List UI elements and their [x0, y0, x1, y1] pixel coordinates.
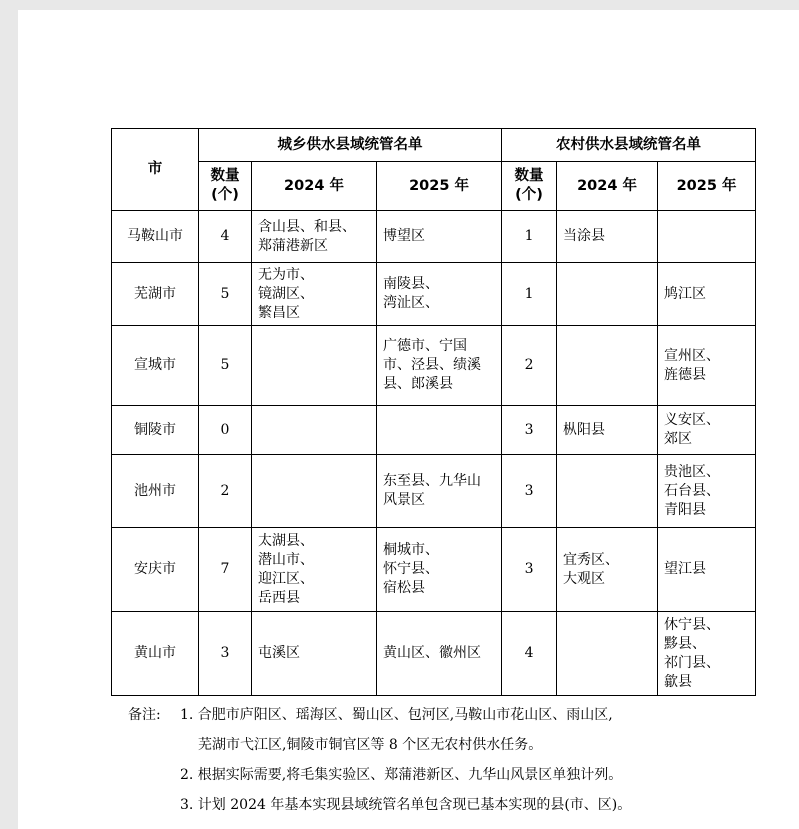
- header-city: 市: [112, 129, 199, 211]
- cell-r-count: 4: [502, 612, 557, 696]
- cell-r-count: 2: [502, 326, 557, 406]
- cell-ur-2024: [252, 326, 377, 406]
- cell-ur-count: 0: [199, 406, 252, 455]
- cell-r-2024: [557, 326, 658, 406]
- cell-city: 马鞍山市: [112, 211, 199, 263]
- cell-ur-2024: 屯溪区: [252, 612, 377, 696]
- header-urban-rural-group: 城乡供水县域统管名单: [199, 129, 502, 162]
- cell-ur-count: 5: [199, 263, 252, 326]
- cell-r-count: 3: [502, 406, 557, 455]
- cell-ur-count: 2: [199, 455, 252, 528]
- document-page: [18, 10, 799, 829]
- cell-r-2024: [557, 455, 658, 528]
- note-1-line-1: 备注: 1. 合肥市庐阳区、瑶海区、蜀山区、包河区,马鞍山市花山区、雨山区,: [128, 700, 631, 730]
- header-r-2025: 2025 年: [658, 162, 756, 211]
- cell-ur-2025: 南陵县、 湾沚区、: [377, 263, 502, 326]
- header-r-count: 数量 (个): [502, 162, 557, 211]
- cell-ur-2024: 含山县、和县、 郑蒲港新区: [252, 211, 377, 263]
- cell-r-count: 1: [502, 263, 557, 326]
- table-row: [112, 528, 756, 612]
- cell-r-2025: 义安区、 郊区: [658, 406, 756, 455]
- cell-ur-2024: [252, 406, 377, 455]
- cell-r-2024: 当涂县: [557, 211, 658, 263]
- cell-r-2025: 鸠江区: [658, 263, 756, 326]
- cell-city: 宣城市: [112, 326, 199, 406]
- cell-ur-count: 3: [199, 612, 252, 696]
- cell-ur-2024: 无为市、 镜湖区、 繁昌区: [252, 263, 377, 326]
- header-rural-group: 农村供水县域统管名单: [502, 129, 756, 162]
- cell-r-2025: [658, 211, 756, 263]
- cell-ur-2025: 桐城市、 怀宁县、 宿松县: [377, 528, 502, 612]
- table-row: [112, 612, 756, 696]
- cell-city: 芜湖市: [112, 263, 199, 326]
- cell-city: 铜陵市: [112, 406, 199, 455]
- table-body: [112, 211, 756, 696]
- header-ur-count: 数量 (个): [199, 162, 252, 211]
- table-row: [112, 326, 756, 406]
- notes-section: [128, 700, 631, 820]
- cell-r-2025: 望江县: [658, 528, 756, 612]
- cell-ur-count: 7: [199, 528, 252, 612]
- cell-ur-2024: [252, 455, 377, 528]
- header-ur-2024: 2024 年: [252, 162, 377, 211]
- cell-r-2025: 贵池区、 石台县、 青阳县: [658, 455, 756, 528]
- cell-ur-2025: 黄山区、徽州区: [377, 612, 502, 696]
- cell-city: 黄山市: [112, 612, 199, 696]
- header-ur-2025: 2025 年: [377, 162, 502, 211]
- cell-ur-2025: 东至县、九华山 风景区: [377, 455, 502, 528]
- note-2: 2. 根据实际需要,将毛集实验区、郑蒲港新区、九华山风景区单独计列。: [180, 767, 623, 783]
- cell-ur-2025: 广德市、宁国 市、泾县、绩溪 县、郎溪县: [377, 326, 502, 406]
- cell-r-count: 1: [502, 211, 557, 263]
- cell-r-2024: 枞阳县: [557, 406, 658, 455]
- cell-r-count: 3: [502, 455, 557, 528]
- cell-ur-2024: 太湖县、 潜山市、 迎江区、 岳西县: [252, 528, 377, 612]
- cell-city: 池州市: [112, 455, 199, 528]
- notes-label: 备注:: [128, 707, 161, 723]
- cell-ur-count: 5: [199, 326, 252, 406]
- table-row: [112, 455, 756, 528]
- cell-ur-2025: [377, 406, 502, 455]
- table-row: [112, 263, 756, 326]
- note-1-line-2: 芜湖市弋江区,铜陵市铜官区等 8 个区无农村供水任务。: [198, 737, 543, 753]
- table-row: [112, 406, 756, 455]
- cell-ur-2025: 博望区: [377, 211, 502, 263]
- cell-city: 安庆市: [112, 528, 199, 612]
- note-3: 3. 计划 2024 年基本实现县域统管名单包含现已基本实现的县(市、区)。: [180, 797, 632, 813]
- header-r-2024: 2024 年: [557, 162, 658, 211]
- cell-r-2024: [557, 263, 658, 326]
- cell-r-2024: [557, 612, 658, 696]
- county-water-supply-table: [111, 128, 756, 696]
- cell-r-count: 3: [502, 528, 557, 612]
- cell-r-2025: 休宁县、 黟县、 祁门县、 歙县: [658, 612, 756, 696]
- cell-r-2024: 宜秀区、 大观区: [557, 528, 658, 612]
- table-row: [112, 211, 756, 263]
- cell-r-2025: 宣州区、 旌德县: [658, 326, 756, 406]
- cell-ur-count: 4: [199, 211, 252, 263]
